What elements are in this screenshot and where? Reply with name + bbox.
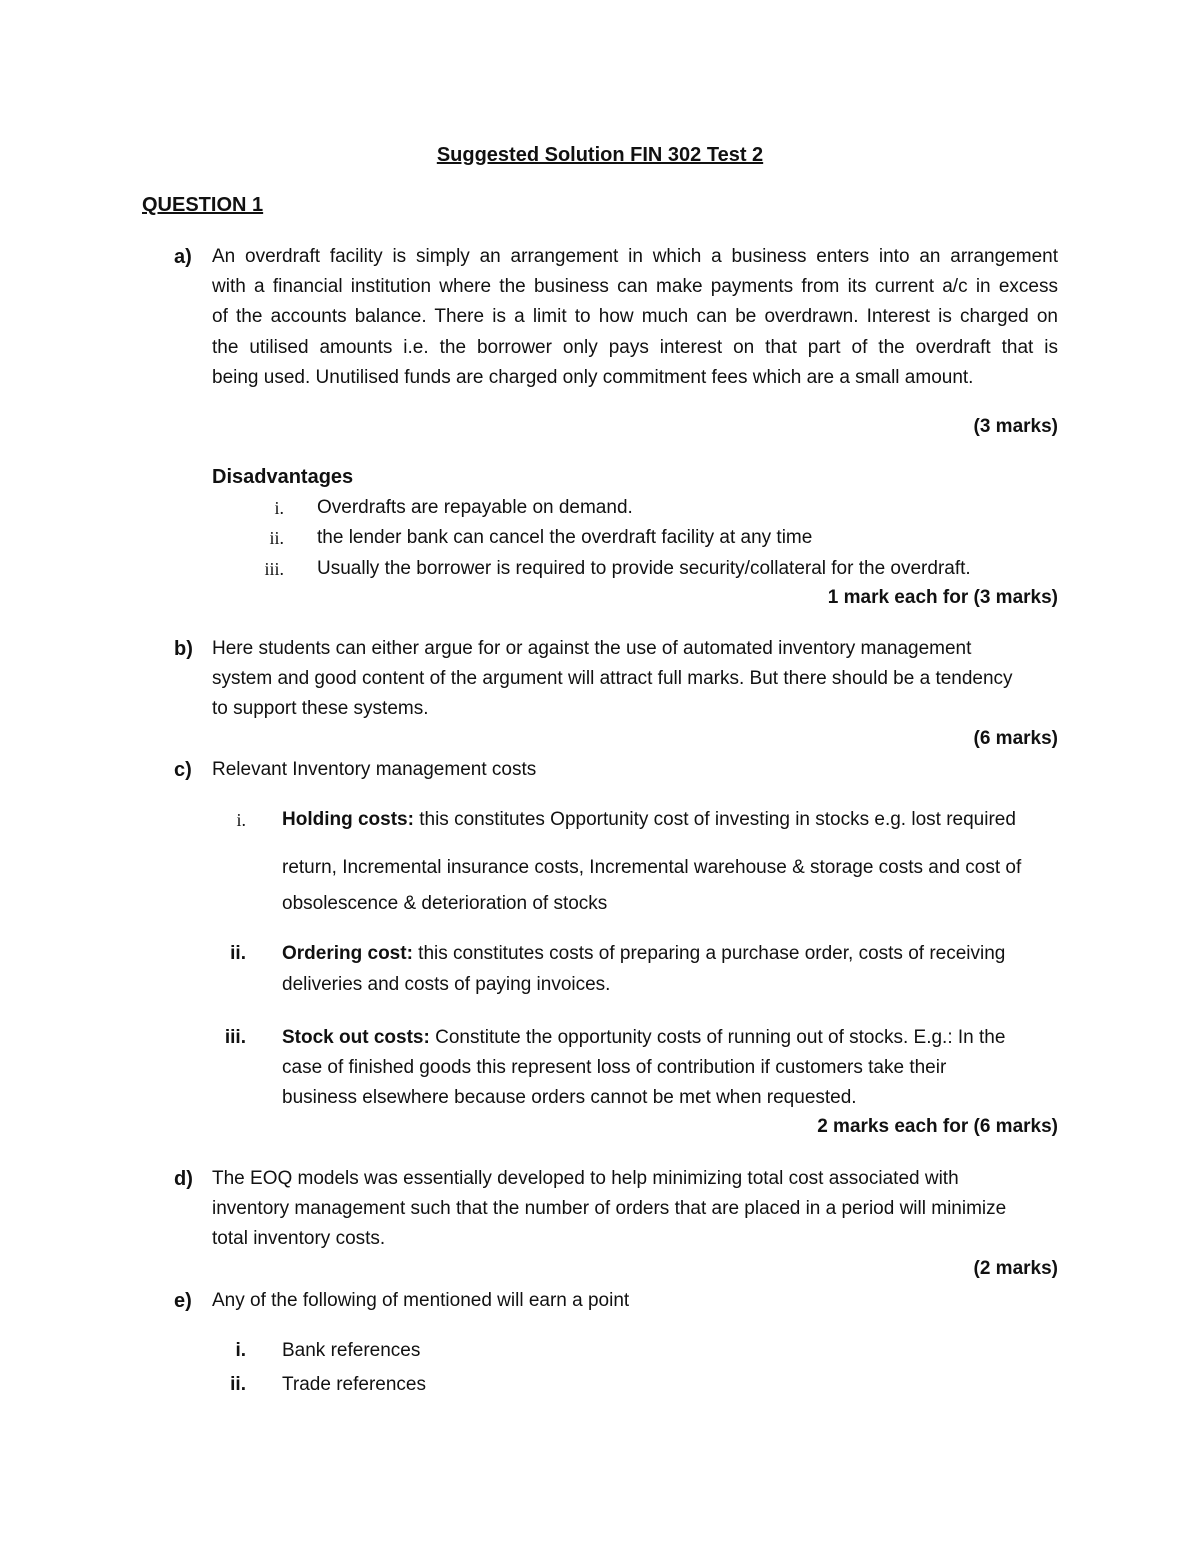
part-a-line-4: the utilised amounts i.e. the borrower only pays interest on that part of the overdraft that is: [212, 337, 1058, 358]
part-e-letter: e): [174, 1290, 192, 1312]
reference-1-num: i.: [235, 1340, 246, 1361]
part-a-line-5: being used. Unutilised funds are charged only commitment fees which are a small amount.: [212, 367, 974, 388]
reference-2-text: Trade references: [282, 1374, 426, 1395]
part-d-line-3: total inventory costs.: [212, 1228, 386, 1249]
cost-1-line-3: obsolescence & deterioration of stocks: [282, 893, 608, 914]
cost-3-num: iii.: [224, 1027, 246, 1048]
cost-2-desc: this constitutes costs of preparing a purchase order, costs of receiving: [412, 943, 1006, 964]
cost-2-label: Ordering cost:: [282, 943, 413, 964]
cost-3-label: Stock out costs:: [282, 1027, 430, 1048]
part-d-marks: (2 marks): [973, 1258, 1058, 1279]
cost-3-line-1: [282, 1027, 1005, 1049]
disadvantage-1-text: Overdrafts are repayable on demand.: [317, 497, 633, 518]
part-a-line-1: An overdraft facility is simply an arrangement in which a business enters into an arrangement: [212, 246, 1058, 267]
reference-1-text: Bank references: [282, 1340, 421, 1361]
cost-3-line-2: case of finished goods this represent loss of contribution if customers take their: [282, 1057, 947, 1078]
cost-1-num: i.: [236, 810, 246, 830]
part-a-line-3: of the accounts balance. There is a limit to how much can be overdrawn. Interest is charged on: [212, 306, 1058, 327]
disadvantages-heading: Disadvantages: [212, 466, 354, 488]
part-c-marks: 2 marks each for (6 marks): [817, 1116, 1058, 1137]
cost-1-label: Holding costs:: [282, 809, 414, 830]
cost-1-line-2: return, Incremental insurance costs, Incremental warehouse & storage costs and cost of: [282, 857, 1022, 878]
part-b-line-2: system and good content of the argument will attract full marks. But there should be a tendency: [212, 668, 1013, 689]
part-b-letter: b): [174, 638, 193, 660]
part-a-letter: a): [174, 246, 192, 268]
reference-2-num: ii.: [230, 1374, 246, 1395]
part-b-marks: (6 marks): [973, 728, 1058, 749]
part-d-line-1: The EOQ models was essentially developed to help minimizing total cost associated with: [212, 1168, 959, 1189]
question-1-heading: QUESTION 1: [142, 194, 264, 216]
page-title: Suggested Solution FIN 302 Test 2: [436, 144, 764, 166]
part-b-line-1: Here students can either argue for or against the use of automated inventory management: [212, 638, 972, 659]
disadvantage-2-text: the lender bank can cancel the overdraft facility at any time: [317, 527, 813, 548]
disadvantage-3-num: iii.: [264, 559, 284, 579]
cost-3-desc: Constitute the opportunity costs of running out of stocks. E.g.: In the: [429, 1027, 1006, 1048]
disadvantage-3-text: Usually the borrower is required to provide security/collateral for the overdraft.: [317, 558, 971, 579]
disadvantage-1-num: i.: [274, 498, 284, 518]
cost-2-num: ii.: [230, 943, 246, 964]
cost-1-desc: this constitutes Opportunity cost of investing in stocks e.g. lost required: [413, 809, 1016, 830]
disadvantages-marks: 1 mark each for (3 marks): [827, 587, 1058, 608]
cost-3-line-3: business elsewhere because orders cannot be met when requested.: [282, 1087, 857, 1108]
part-a-line-2: with a financial institution where the business can make payments from its current a/c in excess: [212, 276, 1058, 297]
part-d-line-2: inventory management such that the number of orders that are placed in a period will minimize: [212, 1198, 1007, 1219]
cost-1-line-1: [282, 809, 1016, 831]
part-d-letter: d): [174, 1168, 193, 1190]
part-a-marks: (3 marks): [973, 416, 1058, 437]
part-e-intro: Any of the following of mentioned will earn a point: [212, 1290, 630, 1311]
cost-2-line-1: [282, 943, 1005, 965]
part-c-letter: c): [174, 759, 192, 781]
part-b-line-3: to support these systems.: [212, 698, 429, 719]
disadvantage-2-num: ii.: [269, 528, 284, 548]
cost-2-line-2: deliveries and costs of paying invoices.: [282, 974, 611, 995]
part-c-intro: Relevant Inventory management costs: [212, 759, 537, 780]
